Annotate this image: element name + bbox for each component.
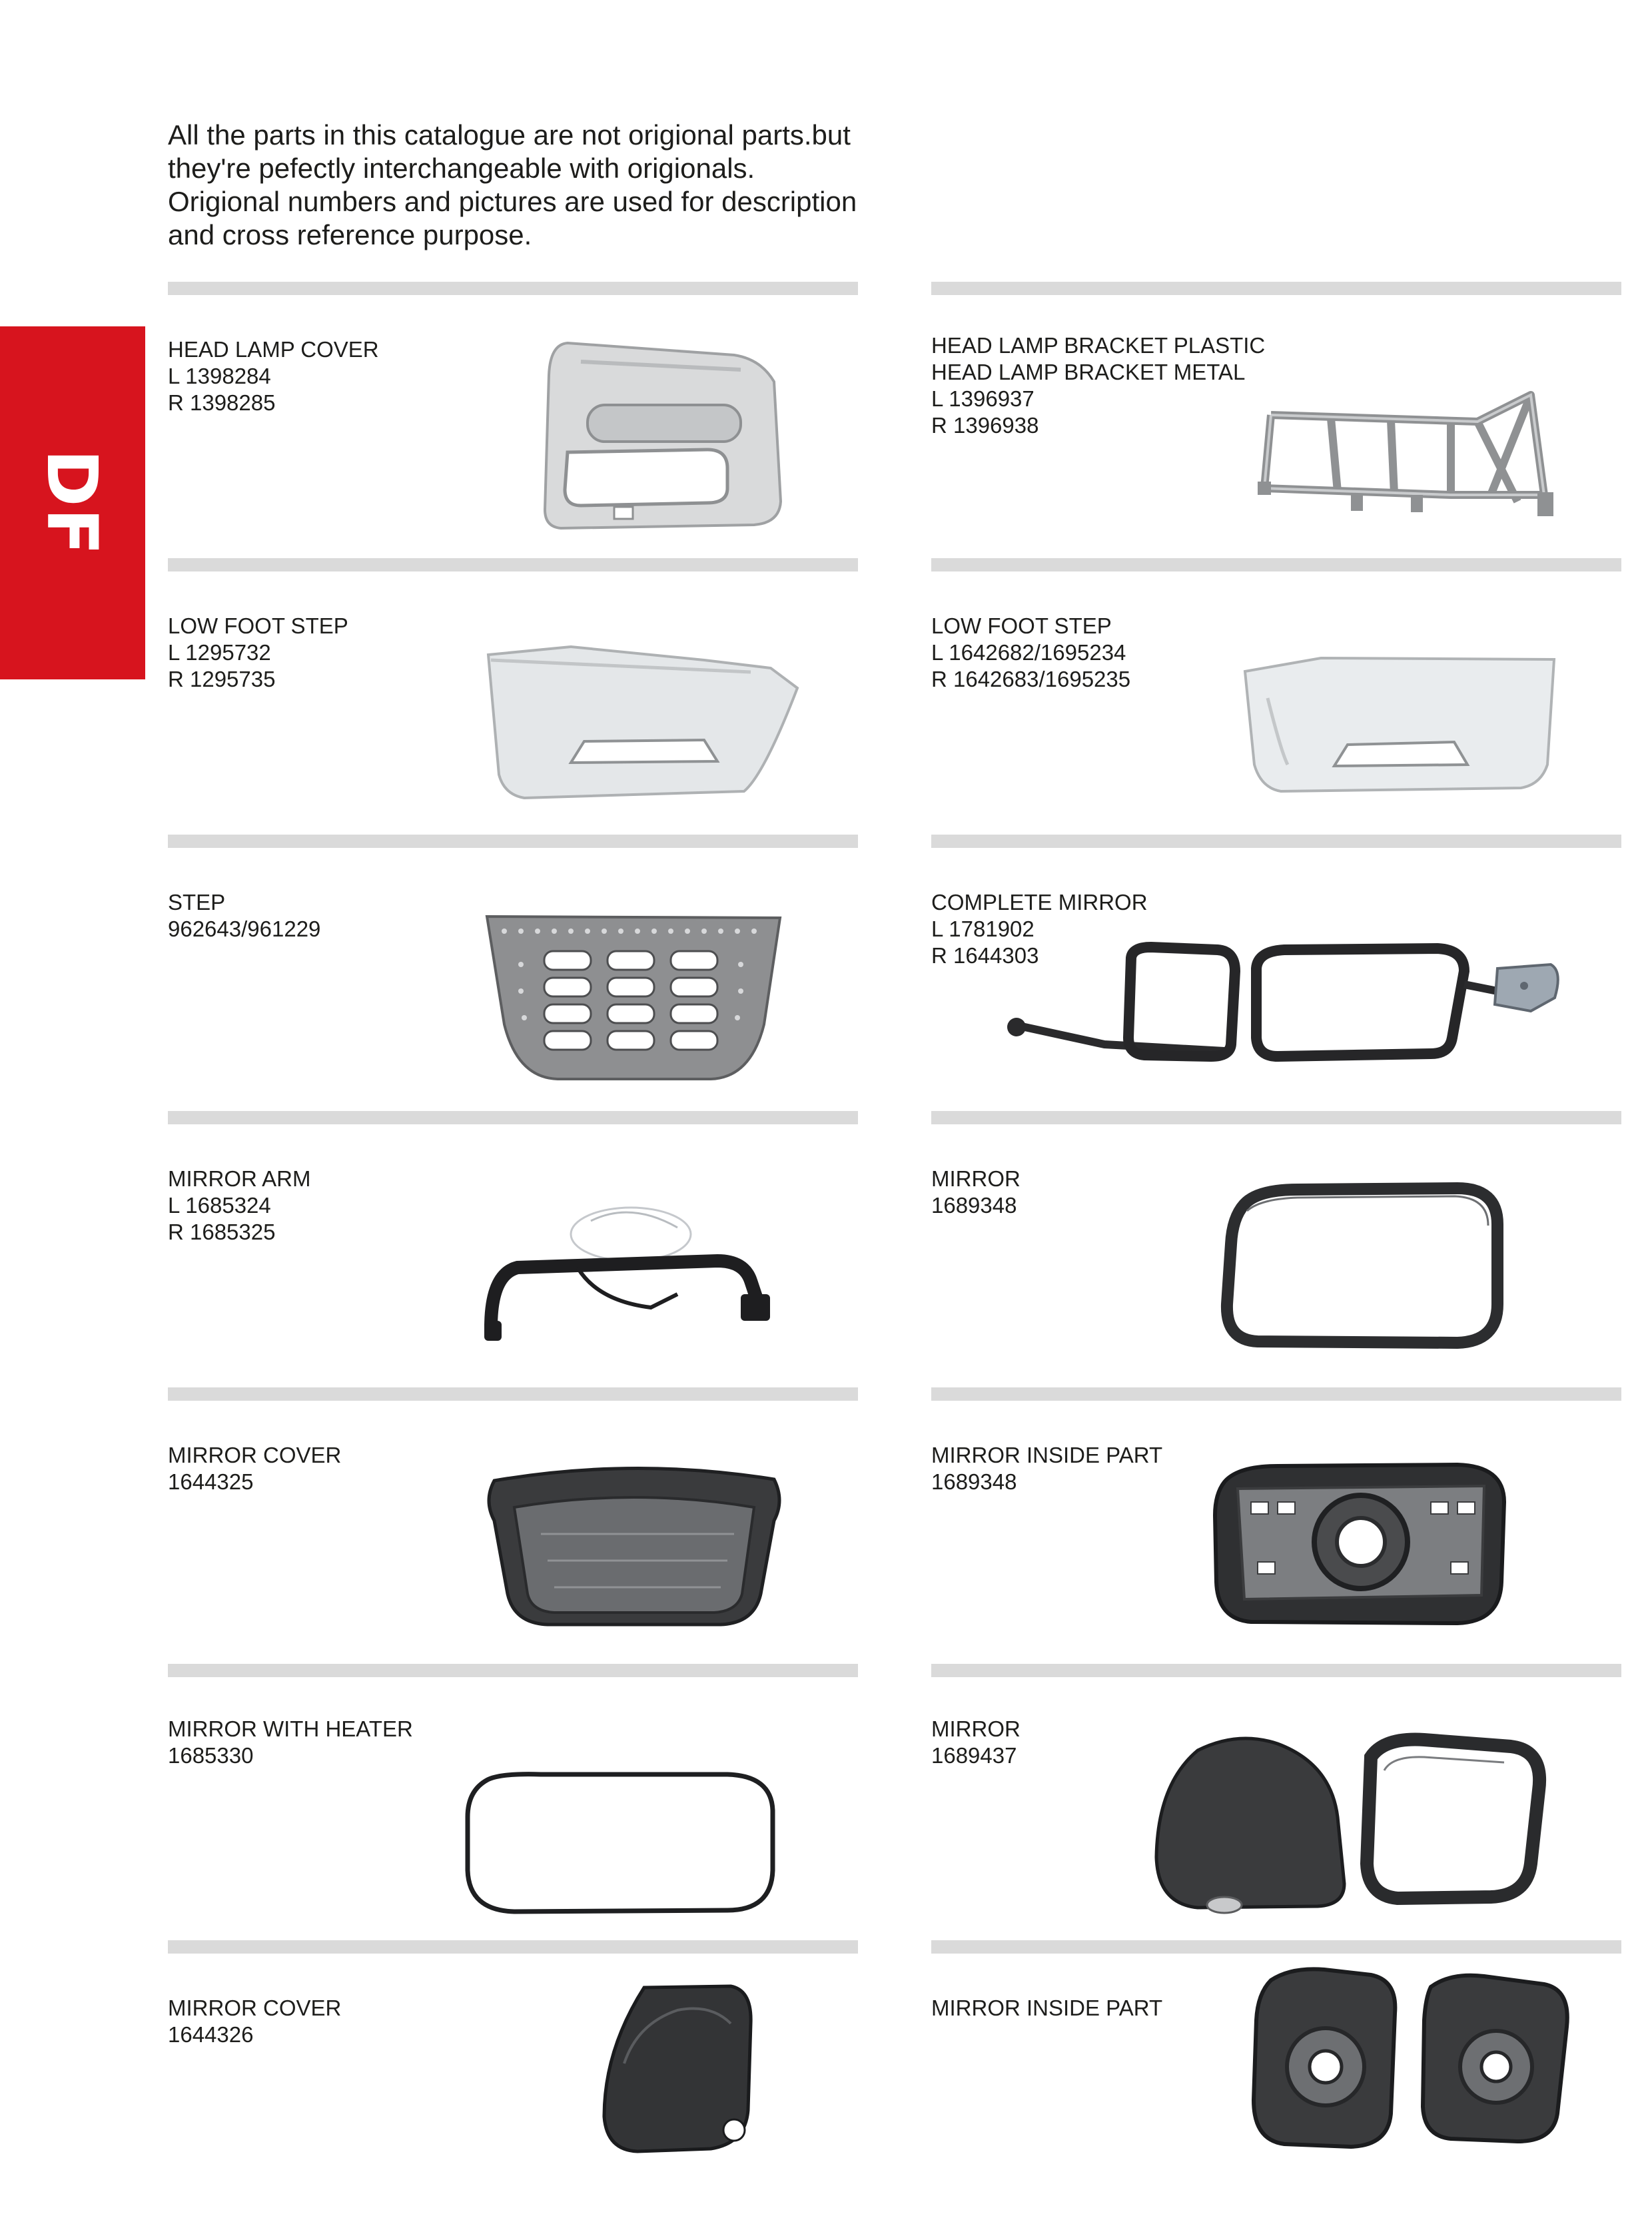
part-number: 962643/961229 (168, 917, 321, 941)
head-lamp-cover-image (541, 335, 821, 535)
intro-line: and cross reference purpose. (168, 219, 532, 250)
part-name: LOW FOOT STEP (931, 613, 1112, 638)
mirror-image (1218, 1184, 1517, 1351)
part-number: L 1295732 (168, 640, 271, 665)
mirror-inside-part-pair-image (1244, 1967, 1577, 2153)
part-cell-complete-mirror (931, 835, 1621, 1111)
mirror-with-heater-image (461, 1770, 781, 1917)
intro-line: they're pefectly interchangeable with origionals. (168, 153, 755, 184)
part-name: LOW FOOT STEP (168, 613, 348, 638)
part-cell-head-lamp-cover (168, 282, 858, 558)
separator-bar (168, 1940, 858, 1954)
separator-bar (168, 1387, 858, 1401)
part-name: MIRROR INSIDE PART (931, 1443, 1163, 1467)
part-name: HEAD LAMP BRACKET PLASTIC (931, 333, 1266, 358)
part-number: R 1644303 (931, 943, 1039, 968)
part-text (931, 332, 1265, 439)
part-text (168, 1716, 413, 1769)
part-cell-low-foot-step-right (931, 558, 1621, 835)
part-text (931, 1442, 1162, 1495)
section-tab (0, 326, 145, 679)
separator-bar (168, 1111, 858, 1124)
part-number: L 1396937 (931, 386, 1034, 411)
intro-paragraph (168, 119, 954, 252)
part-name: MIRROR INSIDE PART (931, 1996, 1163, 2020)
part-number: L 1642682/1695234 (931, 640, 1126, 665)
part-cell-mirror-1689437 (931, 1664, 1621, 1940)
mirror-cover-image (481, 1461, 787, 1634)
mirror-inside-part-image (1204, 1462, 1517, 1629)
part-text (168, 336, 379, 416)
separator-bar (168, 558, 858, 571)
separator-bar (931, 1940, 1621, 1954)
part-cell-mirror-1689348 (931, 1111, 1621, 1387)
part-number: 1689437 (931, 1743, 1017, 1768)
complete-mirror-image (1005, 944, 1571, 1078)
part-name: MIRROR (931, 1716, 1021, 1741)
part-text (931, 1716, 1021, 1769)
part-number: 1685330 (168, 1743, 254, 1768)
separator-bar (931, 558, 1621, 571)
part-number: L 1398284 (168, 364, 271, 388)
part-name: MIRROR ARM (168, 1166, 311, 1191)
separator-bar (168, 1664, 858, 1677)
part-cell-low-foot-step-left (168, 558, 858, 835)
part-text (168, 613, 348, 693)
separator-bar (931, 835, 1621, 848)
part-cell-mirror-arm (168, 1111, 858, 1387)
separator-bar (168, 835, 858, 848)
part-name: MIRROR (931, 1166, 1021, 1191)
part-text (168, 1166, 311, 1246)
part-number: R 1295735 (168, 667, 276, 691)
part-cell-head-lamp-bracket (931, 282, 1621, 558)
part-cell-mirror-inside-part-1689348 (931, 1387, 1621, 1664)
part-name: HEAD LAMP COVER (168, 337, 379, 362)
part-number: 1644326 (168, 2022, 254, 2047)
mirror-arm-image (478, 1194, 777, 1354)
separator-bar (931, 1387, 1621, 1401)
part-cell-mirror-cover-1644325 (168, 1387, 858, 1664)
intro-line: Origional numbers and pictures are used for description (168, 186, 857, 217)
part-text (168, 889, 320, 942)
separator-bar (931, 282, 1621, 295)
part-name: COMPLETE MIRROR (931, 890, 1148, 915)
part-text (168, 1995, 341, 2048)
mirror-cover-1644326-image (598, 1984, 757, 2157)
section-tab-label: DF (31, 449, 113, 557)
part-number: R 1398285 (168, 390, 276, 415)
part-number: R 1642683/1695235 (931, 667, 1131, 691)
part-cell-mirror-inside-part (931, 1940, 1621, 2217)
part-number: L 1685324 (168, 1193, 271, 1218)
part-text (931, 1166, 1021, 1219)
low-foot-step-left-image (484, 641, 804, 801)
part-name: MIRROR COVER (168, 1443, 342, 1467)
part-text (168, 1442, 341, 1495)
part-name: MIRROR WITH HEATER (168, 1716, 413, 1741)
part-name-secondary: HEAD LAMP BRACKET METAL (931, 360, 1246, 384)
mirror-1689437-image (1144, 1730, 1544, 1917)
separator-bar (931, 1664, 1621, 1677)
part-name: STEP (168, 890, 226, 915)
intro-line: All the parts in this catalogue are not origional parts.but (168, 119, 851, 151)
part-name: MIRROR COVER (168, 1996, 342, 2020)
low-foot-step-right-image (1241, 651, 1561, 798)
part-cell-mirror-cover-1644326 (168, 1940, 858, 2217)
part-number: L 1781902 (931, 917, 1034, 941)
part-cell-step (168, 835, 858, 1111)
step-image (484, 911, 784, 1084)
part-number: 1644325 (168, 1469, 254, 1494)
separator-bar (931, 1111, 1621, 1124)
head-lamp-bracket-image (1251, 375, 1571, 542)
part-number: 1689348 (931, 1469, 1017, 1494)
part-number: 1689348 (931, 1193, 1017, 1218)
part-text (931, 613, 1130, 693)
separator-bar (168, 282, 858, 295)
part-number: R 1396938 (931, 413, 1039, 438)
part-cell-mirror-with-heater (168, 1664, 858, 1940)
part-text (931, 1995, 1162, 2022)
part-number: R 1685325 (168, 1220, 276, 1244)
